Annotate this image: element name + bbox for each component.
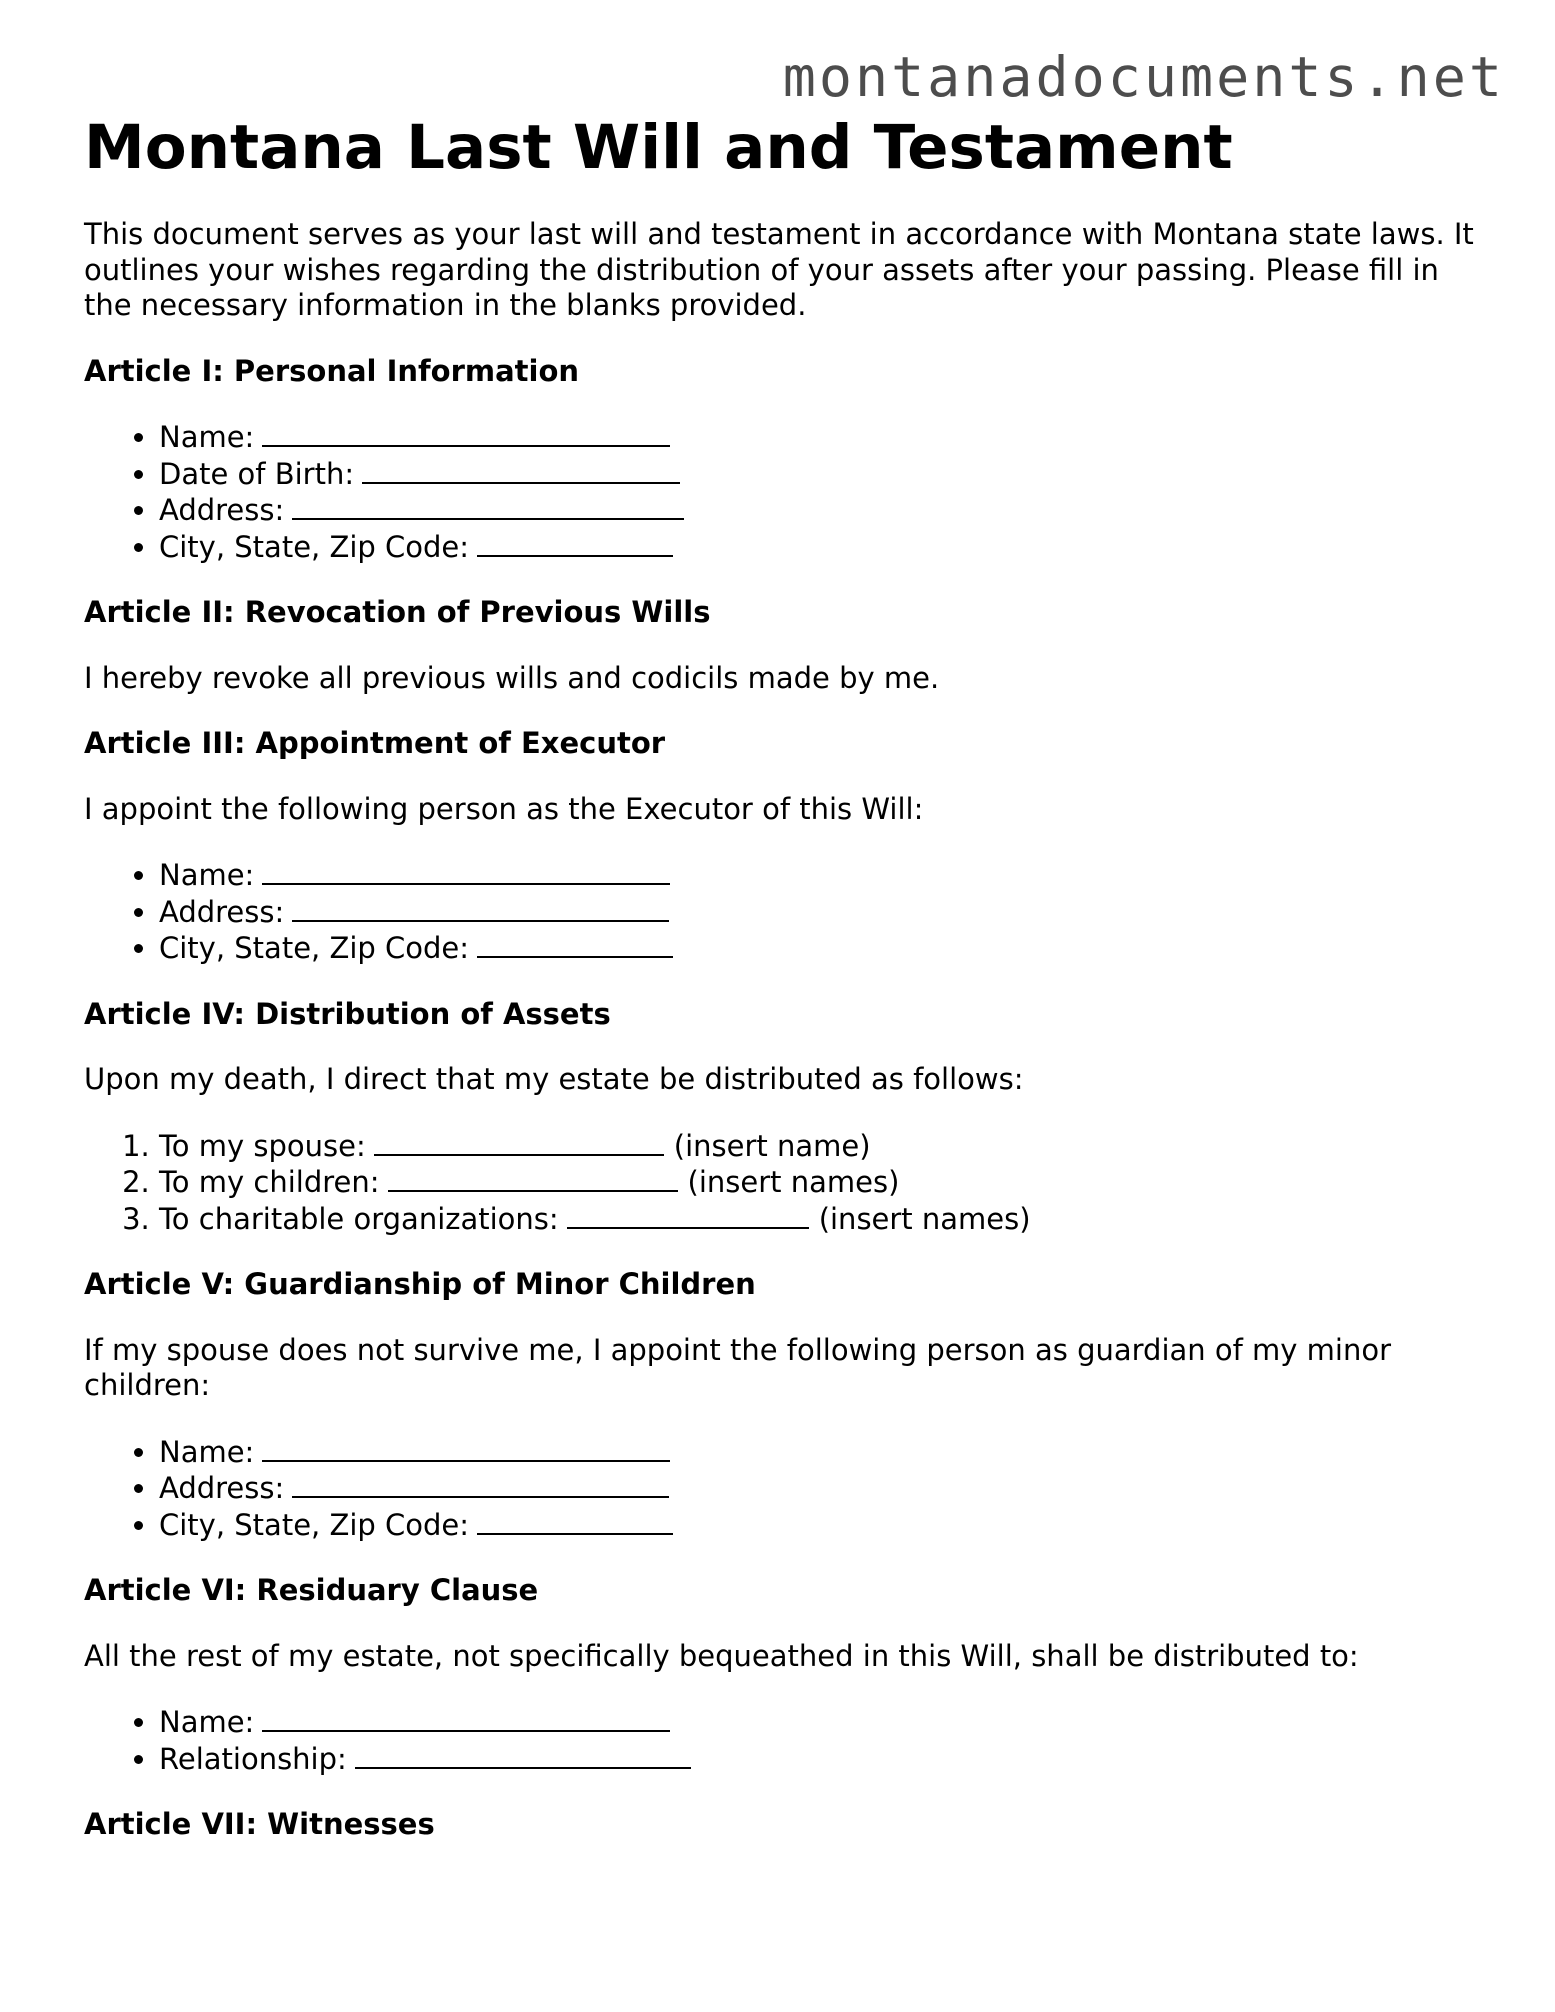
city-state-zip-blank[interactable]: [477, 529, 673, 557]
distribution-item-charities: 3. To charitable organizations: (insert names): [159, 1201, 1484, 1238]
field-name: • Name:: [159, 1434, 1484, 1471]
spouse-blank[interactable]: [374, 1128, 664, 1156]
executor-city-state-zip-blank[interactable]: [477, 930, 673, 958]
field-name: • Name:: [159, 419, 1484, 456]
document-title: Montana Last Will and Testament: [84, 112, 1233, 183]
article-7-section: [84, 1807, 1484, 1843]
article-3-section: [84, 726, 1484, 967]
article-4-section: [84, 997, 1484, 1238]
article-2-heading: Article II: Revocation of Previous Wills: [84, 595, 711, 629]
field-name: • Name:: [159, 1704, 1484, 1741]
guardian-name-blank[interactable]: [262, 1434, 670, 1462]
article-6-heading: Article VI: Residuary Clause: [84, 1573, 539, 1607]
charities-blank[interactable]: [567, 1201, 809, 1229]
executor-address-blank[interactable]: [292, 894, 669, 922]
article-5-section: [84, 1267, 1484, 1543]
article-4-heading: Article IV: Distribution of Assets: [84, 996, 611, 1031]
field-address: • Address:: [159, 894, 1484, 931]
field-city-state-zip: • City, State, Zip Code:: [159, 1507, 1484, 1544]
relationship-blank[interactable]: [355, 1741, 691, 1769]
distribution-item-children: 2. To my children: (insert names): [159, 1164, 1484, 1201]
article-6-fields: [84, 1704, 1484, 1777]
article-3-text: I appoint the following person as the Executor of this Will:: [84, 791, 924, 826]
field-address: • Address:: [159, 492, 1484, 529]
field-address: • Address:: [159, 1470, 1484, 1507]
article-7-heading: Article VII: Witnesses: [84, 1807, 435, 1841]
document-body: [84, 112, 1484, 1843]
article-3-heading: Article III: Appointment of Executor: [84, 726, 666, 760]
article-4-items: [84, 1128, 1484, 1238]
article-6-section: [84, 1573, 1484, 1777]
article-2-text: I hereby revoke all previous wills and codicils made by me.: [84, 660, 940, 695]
article-5-heading: Article V: Guardianship of Minor Children: [84, 1267, 756, 1301]
guardian-address-blank[interactable]: [292, 1470, 669, 1498]
intro-paragraph: This document serves as your last will and testament in accordance with Montana state laws. It outlines your wishes regarding the distribution of your assets after your passing. Please fill in the necessary information in the blanks provided.: [84, 217, 1474, 322]
article-5-text: If my spouse does not survive me, I appoint the following person as guardian of my minor children:: [84, 1332, 1392, 1402]
article-1-heading: Article I: Personal Information: [84, 353, 580, 388]
children-blank[interactable]: [388, 1164, 678, 1192]
field-relationship: • Relationship:: [159, 1741, 1484, 1778]
article-5-fields: [84, 1434, 1484, 1544]
distribution-item-spouse: 1. To my spouse: (insert name): [159, 1128, 1484, 1165]
article-1-section: [84, 354, 1484, 566]
guardian-city-state-zip-blank[interactable]: [477, 1507, 673, 1535]
article-3-fields: [84, 857, 1484, 967]
article-2-section: [84, 595, 1484, 696]
residuary-name-blank[interactable]: [262, 1704, 670, 1732]
article-1-fields: [84, 419, 1484, 565]
field-date-of-birth: • Date of Birth:: [159, 456, 1484, 493]
executor-name-blank[interactable]: [262, 857, 670, 885]
article-6-text: All the rest of my estate, not specifically bequeathed in this Will, shall be distributed to:: [84, 1638, 1359, 1673]
address-blank[interactable]: [292, 492, 684, 520]
article-4-text: Upon my death, I direct that my estate be distributed as follows:: [84, 1062, 1024, 1096]
field-city-state-zip: • City, State, Zip Code:: [159, 529, 1484, 566]
watermark: montanadocuments.net: [782, 45, 1505, 109]
date-of-birth-blank[interactable]: [362, 456, 680, 484]
name-blank[interactable]: [262, 419, 670, 447]
field-name: • Name:: [159, 857, 1484, 894]
field-city-state-zip: • City, State, Zip Code:: [159, 930, 1484, 967]
